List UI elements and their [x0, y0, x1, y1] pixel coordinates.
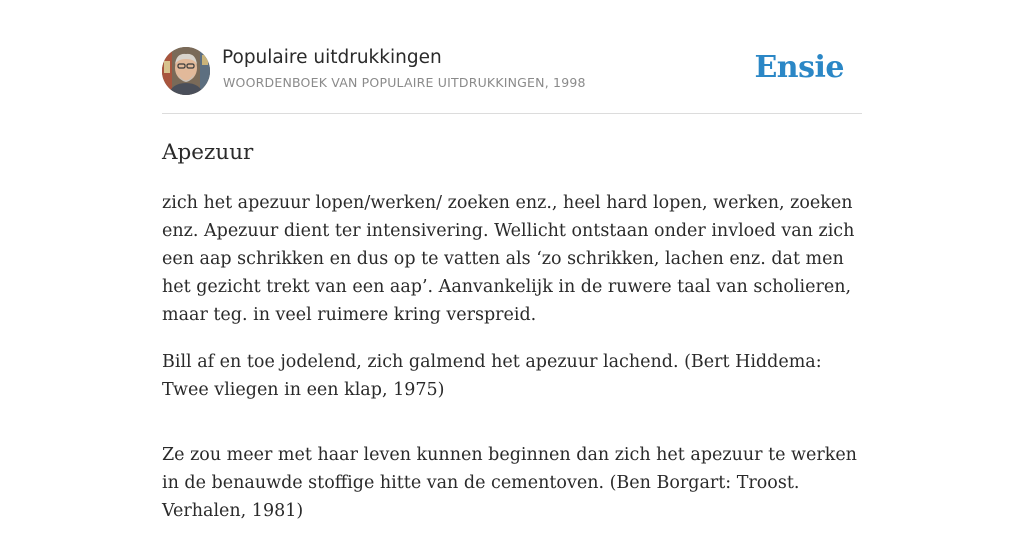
source-header	[162, 46, 862, 114]
entry-body	[162, 189, 862, 525]
entry-card	[162, 46, 862, 544]
definition-paragraph: zich het apezuur lopen/werken/ zoeken enz., heel hard lopen, werken, zoeken enz. Apezuur dient ter intensivering. Wellicht ontstaan onder invloed van zich een aap schrikken en dus op te vatten als ‘zo schrikken, lachen enz. dat men het gezicht trekt van een aap’. Aanvankelijk in de ruwere taal van scholieren, maar teg. in veel ruimere kring verspreid.	[162, 193, 855, 325]
avatar-portrait-icon	[162, 47, 210, 95]
quote-paragraph-1: Bill af en toe jodelend, zich galmend het apezuur lachend. (Bert Hiddema: Twee vliegen in een klap, 1975)	[162, 352, 822, 400]
source-title[interactable]: Populaire uitdrukkingen	[222, 47, 442, 68]
entry-title: Apezuur	[162, 140, 254, 165]
author-avatar[interactable]	[162, 47, 210, 95]
quote-paragraph-2: Ze zou meer met haar leven kunnen beginnen dan zich het apezuur te werken in de benauwde stoffige hitte van de cementoven. (Ben Borgart: Troost. Verhalen, 1981)	[162, 445, 857, 521]
source-subtitle: WOORDENBOEK VAN POPULAIRE UITDRUKKINGEN, 1998	[223, 75, 586, 90]
ensie-logo-link[interactable]: Ensie	[754, 50, 844, 85]
